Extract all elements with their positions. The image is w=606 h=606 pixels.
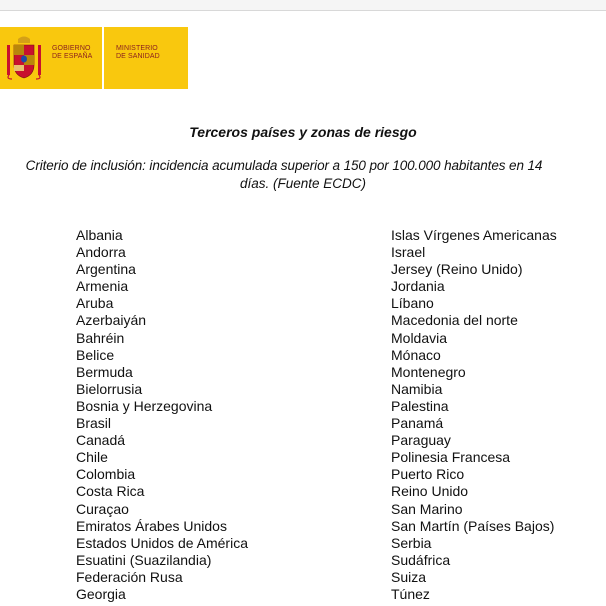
country-item: Bielorrusia	[76, 380, 143, 397]
country-item: Jordania	[391, 278, 445, 295]
country-item: Puerto Rico	[391, 466, 465, 483]
country-item: Aruba	[76, 295, 114, 312]
country-item: Bosnia y Herzegovina	[76, 397, 213, 414]
coat-of-arms-icon	[6, 35, 42, 81]
top-rule	[0, 0, 606, 11]
country-item: San Martín (Países Bajos)	[391, 517, 555, 534]
country-item: Mónaco	[391, 346, 441, 363]
document-title: Terceros países y zonas de riesgo	[189, 124, 417, 140]
country-item: Esuatini (Suazilandia)	[76, 551, 212, 568]
country-item: Federación Rusa	[76, 568, 183, 585]
country-item: Paraguay	[391, 432, 451, 449]
government-logo	[0, 27, 188, 89]
country-item: Jersey (Reino Unido)	[391, 261, 523, 278]
country-item: Costa Rica	[76, 483, 145, 500]
country-item: Moldavia	[391, 329, 448, 346]
country-item: Panamá	[391, 415, 444, 432]
country-item: Belice	[76, 346, 115, 363]
country-item: Sudáfrica	[391, 551, 451, 568]
country-item: Brasil	[76, 415, 112, 432]
country-item: San Marino	[391, 500, 463, 517]
logo-text-gobierno	[52, 45, 102, 61]
logo-gobierno-line1: GOBIERNO	[52, 45, 91, 52]
country-item: Serbia	[391, 534, 432, 551]
country-item: Namibia	[391, 380, 443, 397]
country-item: Suiza	[391, 568, 427, 585]
criteria-line2: días. (Fuente ECDC)	[239, 176, 367, 191]
logo-ministerio-line2: DE SANIDAD	[116, 53, 160, 60]
country-item: Estados Unidos de América	[76, 534, 248, 551]
criteria-line1: Criterio de inclusión: incidencia acumulada superior a 150 por 100.000 habitantes en 14	[25, 158, 543, 173]
logo-ministerio-line1: MINISTERIO	[116, 45, 158, 52]
country-item: Albania	[76, 227, 123, 243]
country-item: Armenia	[76, 278, 129, 295]
country-item: Curaçao	[76, 500, 129, 517]
country-item: Montenegro	[391, 363, 466, 380]
country-item: Canadá	[76, 432, 126, 449]
country-item: Emiratos Árabes Unidos	[76, 517, 227, 534]
logo-text-ministerio	[116, 45, 186, 61]
country-item: Azerbaiyán	[76, 312, 147, 329]
country-item: Colombia	[76, 466, 136, 483]
country-item: Túnez	[391, 585, 430, 602]
country-item: Polinesia Francesa	[391, 449, 511, 466]
country-item: Argentina	[76, 261, 136, 278]
country-item: Reino Unido	[391, 483, 469, 500]
country-item: Islas Vírgenes Americanas	[391, 227, 557, 243]
inclusion-criteria	[0, 157, 606, 193]
country-item: Bahréin	[76, 329, 125, 346]
country-item: Palestina	[391, 397, 449, 414]
country-item: Chile	[76, 449, 108, 466]
logo-gobierno-line2: DE ESPAÑA	[52, 53, 93, 60]
country-list-right	[391, 227, 557, 603]
country-item: Macedonia del norte	[391, 312, 518, 329]
country-item: Georgia	[76, 585, 126, 602]
country-item: Líbano	[391, 295, 434, 312]
country-item: Israel	[391, 244, 426, 261]
country-item: Andorra	[76, 244, 126, 261]
country-item: Bermuda	[76, 363, 133, 380]
country-list-left	[76, 227, 248, 603]
